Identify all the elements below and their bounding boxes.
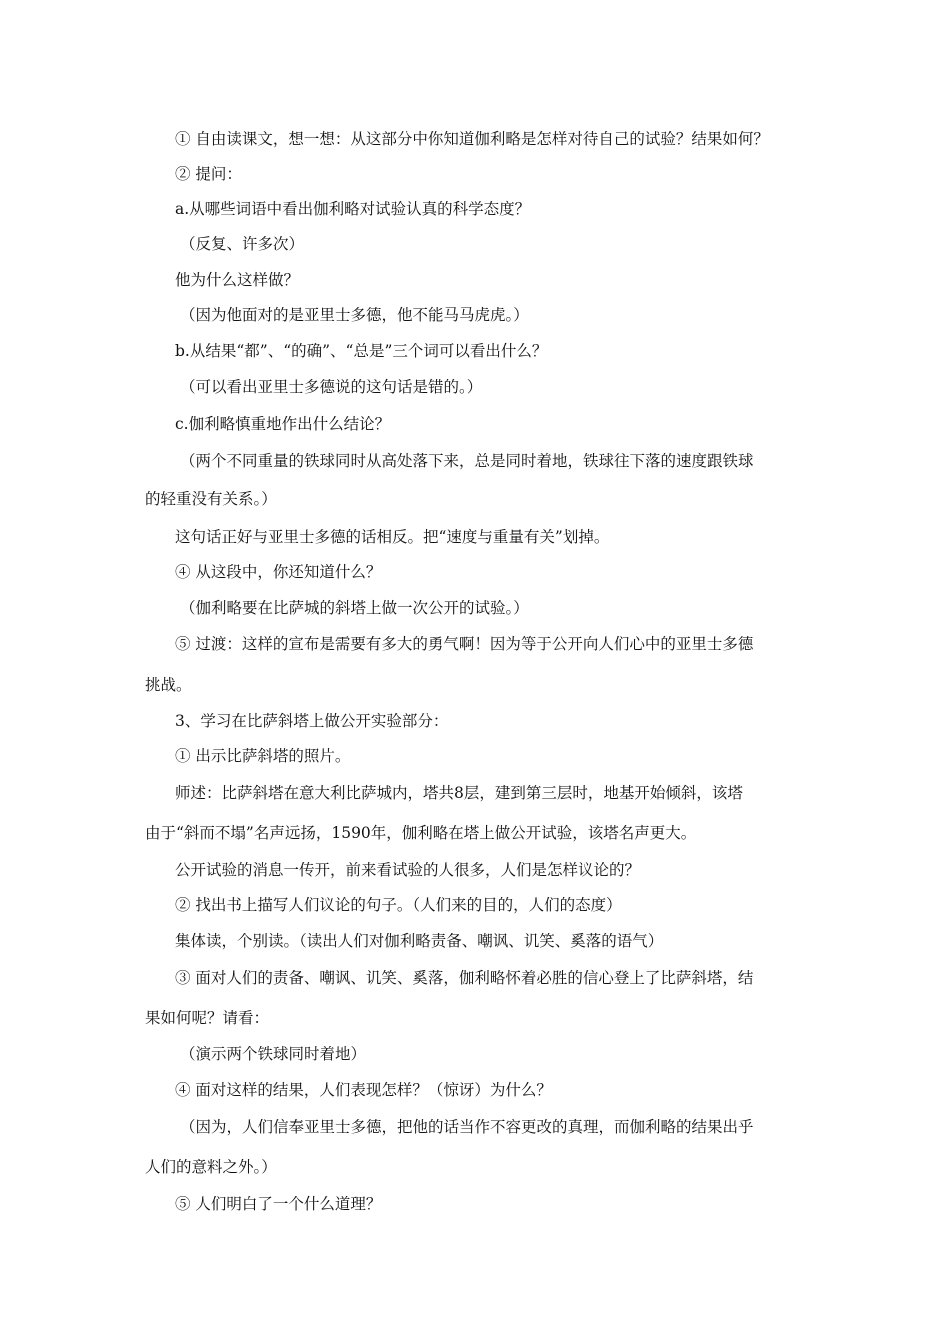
- text-line: 他为什么这样做？: [175, 271, 300, 289]
- text-line: （因为他面对的是亚里士多德，他不能马马虎虎。）: [180, 306, 529, 324]
- text-line: 师述：比萨斜塔在意大利比萨城内，塔共8层，建到第三层时，地基开始倾斜，该塔: [175, 784, 743, 802]
- text-line: （因为，人们信奉亚里士多德，把他的话当作不容更改的真理，而伽利略的结果出乎: [180, 1118, 754, 1136]
- text-line: 由于“斜而不塌”名声远扬，1590年，伽利略在塔上做公开试验，该塔名声更大。: [145, 824, 697, 842]
- text-line: ② 找出书上描写人们议论的句子。（人们来的目的，人们的态度）: [175, 896, 622, 914]
- text-line: （两个不同重量的铁球同时从高处落下来，总是同时着地，铁球往下落的速度跟铁球: [180, 452, 754, 470]
- text-line: 公开试验的消息一传开，前来看试验的人很多，人们是怎样议论的？: [175, 861, 641, 879]
- text-line: 人们的意料之外。）: [145, 1158, 277, 1176]
- text-line: ④ 面对这样的结果，人们表现怎样？（惊讶）为什么？: [175, 1081, 552, 1099]
- text-line: a.从哪些词语中看出伽利略对试验认真的科学态度？: [175, 200, 531, 218]
- text-line: （可以看出亚里士多德说的这句话是错的。）: [180, 378, 483, 396]
- text-line: ⑤ 过渡：这样的宣布是需要有多大的勇气啊！因为等于公开向人们心中的亚里士多德: [175, 635, 754, 653]
- text-line: （伽利略要在比萨城的斜塔上做一次公开的试验。）: [180, 599, 529, 617]
- text-line: ② 提问：: [175, 165, 242, 183]
- text-line: （反复、许多次）: [180, 235, 305, 253]
- text-line: 的轻重没有关系。）: [145, 490, 277, 508]
- text-line: 这句话正好与亚里士多德的话相反。把“速度与重量有关”划掉。: [175, 528, 610, 546]
- text-line: c.伽利略慎重地作出什么结论？: [175, 415, 391, 433]
- text-line: ⑤ 人们明白了一个什么道理？: [175, 1195, 382, 1213]
- text-line: 果如何呢？请看：: [145, 1009, 270, 1027]
- text-line: ④ 从这段中，你还知道什么？: [175, 563, 382, 581]
- text-line: 集体读，个别读。（读出人们对伽利略责备、嘲讽、讥笑、奚落的语气）: [175, 932, 664, 950]
- text-line: b.从结果“都”、“的确”、“总是”三个词可以看出什么？: [175, 342, 548, 360]
- text-line: ① 出示比萨斜塔的照片。: [175, 747, 351, 765]
- text-line: 3、学习在比萨斜塔上做公开实验部分：: [175, 712, 449, 730]
- text-line: ③ 面对人们的责备、嘲讽、讥笑、奚落，伽利略怀着必胜的信心登上了比萨斜塔，结: [175, 969, 754, 987]
- text-line: 挑战。: [145, 676, 192, 694]
- text-line: ① 自由读课文，想一想：从这部分中你知道伽利略是怎样对待自己的试验？结果如何？: [175, 130, 769, 148]
- text-line: （演示两个铁球同时着地）: [180, 1045, 367, 1063]
